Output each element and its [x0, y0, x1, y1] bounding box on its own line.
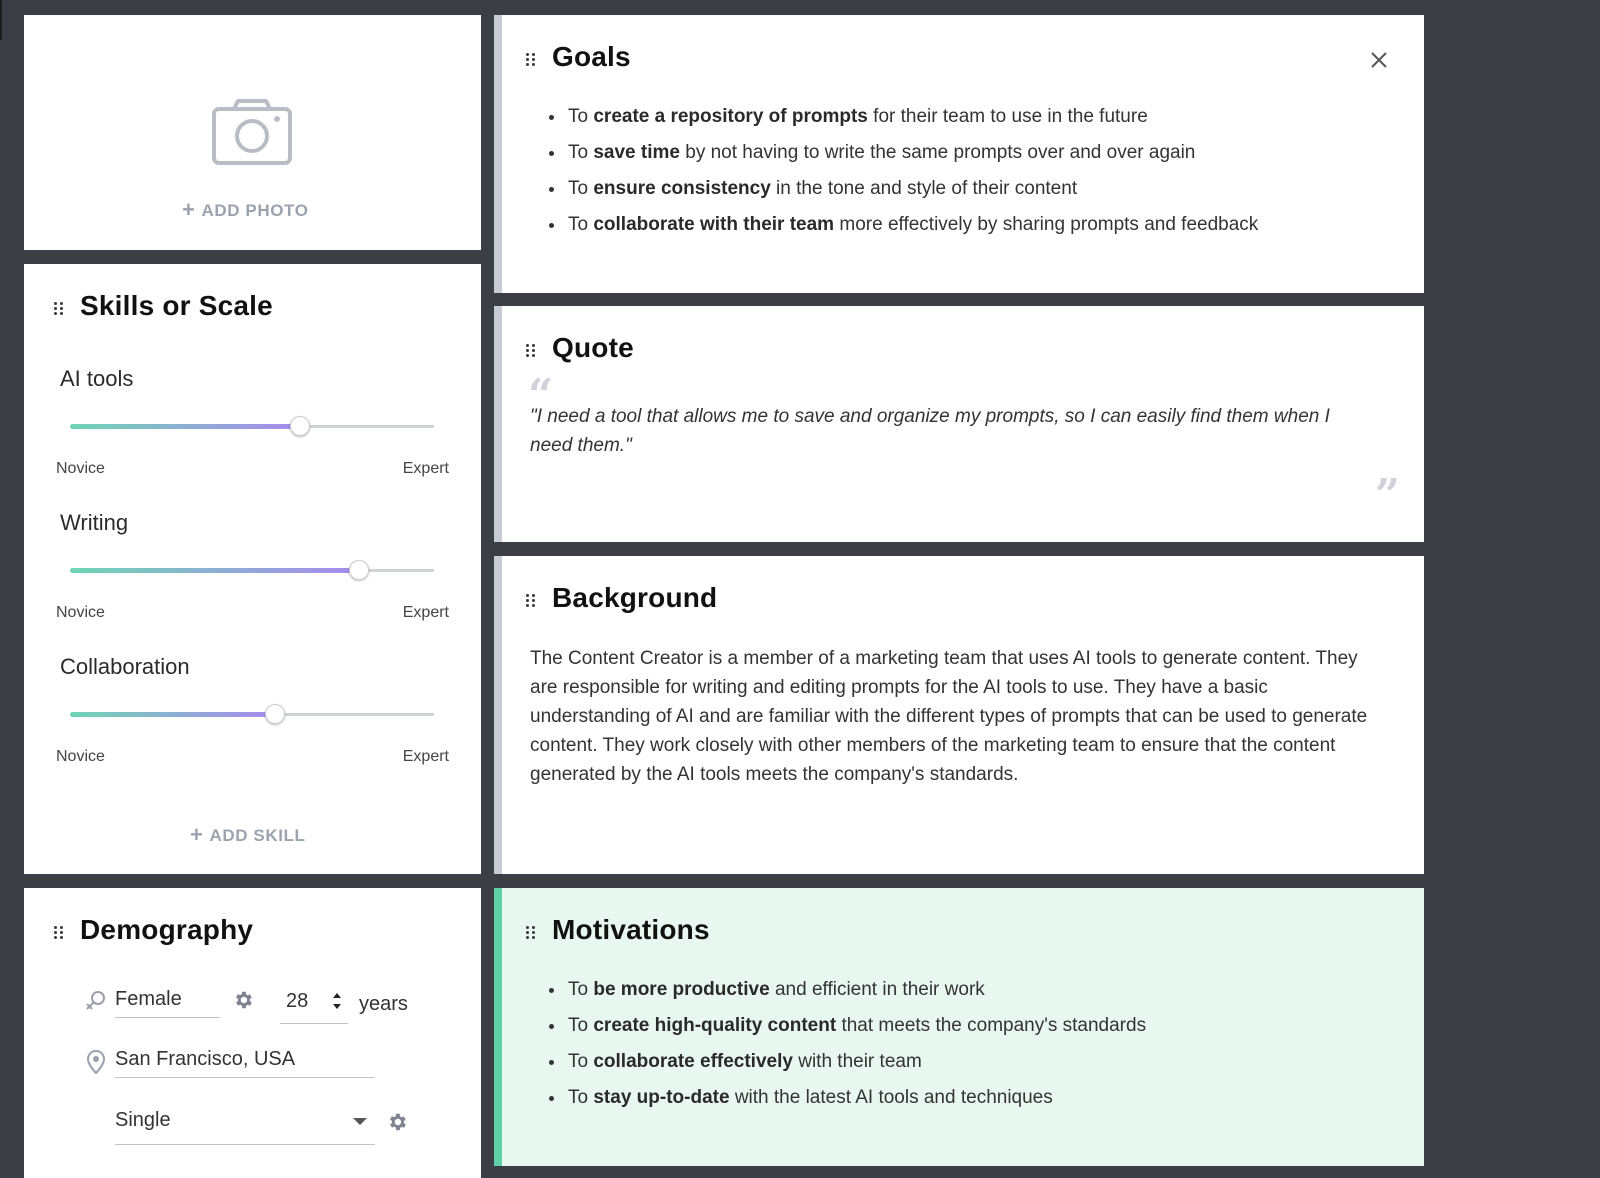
- item-prefix: To: [568, 178, 594, 199]
- list-item: [566, 135, 1258, 171]
- skill-label: Collaboration: [60, 654, 190, 679]
- skill-max-label: Expert: [402, 748, 449, 765]
- quote-text[interactable]: "I need a tool that allows me to save and organize my prompts, so I can easily find them when I need them.": [530, 406, 1330, 456]
- item-prefix: To: [568, 979, 594, 1000]
- drag-handle-icon[interactable]: [526, 594, 536, 608]
- item-suffix: and efficient in their work: [769, 979, 985, 1000]
- item-prefix: To: [568, 106, 594, 127]
- item-prefix: To: [568, 1051, 594, 1072]
- motivations-card: [494, 888, 1424, 1166]
- drag-handle-icon[interactable]: [54, 926, 64, 940]
- skill-slider-fill: [70, 712, 274, 717]
- skill-label: Writing: [60, 510, 129, 535]
- item-emphasis: be more productive: [593, 979, 770, 1000]
- list-item: [566, 1044, 1146, 1080]
- quote-title: Quote: [552, 332, 634, 363]
- list-item: [566, 1008, 1146, 1044]
- relationship-status-value: Single: [115, 1109, 171, 1131]
- camera-icon[interactable]: [212, 99, 292, 165]
- add-skill-label: ADD SKILL: [209, 826, 306, 845]
- skill-slider-track[interactable]: [70, 425, 434, 428]
- window-edge: [0, 0, 2, 40]
- skill-min-label: Novice: [56, 748, 105, 765]
- skill-slider-fill: [70, 568, 358, 573]
- background-text[interactable]: The Content Creator is a member of a marketing team that uses AI tools to generate content. They are responsible for writing and editing prompts for the AI tools to use. They have a basic understanding of AI and are familiar with the different types of prompts that can be used to generate content. They work closely with other members of the marketing team to ensure that the content generated by the AI tools meets the company's standards.: [530, 648, 1368, 785]
- age-value: 28: [286, 990, 309, 1012]
- goals-title: Goals: [552, 41, 631, 72]
- skills-title: Skills or Scale: [80, 290, 273, 321]
- close-quote-icon: ”: [1374, 470, 1400, 521]
- motivations-list: [532, 972, 1146, 1116]
- location-field[interactable]: San Francisco, USA: [115, 1048, 375, 1078]
- motivations-title: Motivations: [552, 914, 710, 945]
- list-item: [566, 171, 1258, 207]
- age-unit-label: years: [359, 993, 408, 1015]
- skill-slider-thumb[interactable]: [265, 704, 285, 724]
- stepper-arrows-icon[interactable]: [332, 990, 342, 1012]
- skill-label: AI tools: [60, 366, 134, 391]
- item-suffix: in the tone and style of their content: [770, 178, 1078, 199]
- goals-card: [494, 15, 1424, 293]
- skill-max-label: Expert: [402, 460, 449, 477]
- goals-list: [532, 99, 1258, 243]
- quote-card: [494, 306, 1424, 542]
- item-emphasis: ensure consistency: [593, 178, 771, 199]
- item-suffix: that meets the company's standards: [836, 1015, 1147, 1036]
- skill-max-label: Expert: [402, 604, 449, 621]
- item-emphasis: create a repository of prompts: [593, 106, 868, 127]
- skill-min-label: Novice: [56, 604, 105, 621]
- photo-card: [24, 15, 481, 250]
- gear-icon[interactable]: [386, 1111, 408, 1133]
- item-emphasis: create high-quality content: [593, 1015, 837, 1036]
- relationship-status-select[interactable]: [115, 1109, 375, 1145]
- drag-handle-icon[interactable]: [526, 344, 536, 358]
- item-prefix: To: [568, 1015, 594, 1036]
- item-suffix: for their team to use in the future: [867, 106, 1148, 127]
- list-item: [566, 207, 1258, 243]
- skill-slider-thumb[interactable]: [349, 560, 369, 580]
- item-suffix: more effectively by sharing prompts and feedback: [834, 214, 1259, 235]
- add-skill-button[interactable]: [190, 822, 306, 848]
- skill-slider-fill: [70, 424, 299, 429]
- gender-field[interactable]: Female: [115, 988, 220, 1018]
- gender-icon: [84, 988, 108, 1012]
- drag-handle-icon[interactable]: [54, 302, 64, 316]
- gear-icon[interactable]: [232, 989, 254, 1011]
- add-photo-button[interactable]: [182, 197, 309, 223]
- skills-card: [24, 264, 481, 874]
- item-suffix: with the latest AI tools and techniques: [729, 1087, 1053, 1108]
- skill-slider-track[interactable]: [70, 713, 434, 716]
- item-emphasis: stay up-to-date: [593, 1087, 730, 1108]
- add-photo-label: ADD PHOTO: [201, 201, 309, 220]
- item-prefix: To: [568, 142, 594, 163]
- list-item: [566, 99, 1258, 135]
- list-item: [566, 972, 1146, 1008]
- drag-handle-icon[interactable]: [526, 926, 536, 940]
- item-prefix: To: [568, 214, 594, 235]
- drag-handle-icon[interactable]: [526, 53, 536, 67]
- demography-card: [24, 888, 481, 1178]
- demography-title: Demography: [80, 914, 254, 945]
- list-item: [566, 1080, 1146, 1116]
- open-quote-icon: “: [528, 370, 554, 421]
- item-suffix: by not having to write the same prompts over and over again: [679, 142, 1196, 163]
- plus-icon: +: [190, 822, 204, 847]
- age-input[interactable]: [280, 990, 348, 1024]
- background-title: Background: [552, 582, 718, 613]
- close-icon[interactable]: [1370, 51, 1388, 69]
- item-emphasis: collaborate with their team: [593, 214, 835, 235]
- skill-min-label: Novice: [56, 460, 105, 477]
- skill-slider-track[interactable]: [70, 569, 434, 572]
- chevron-down-icon: [353, 1118, 367, 1126]
- item-suffix: with their team: [792, 1051, 922, 1072]
- item-emphasis: collaborate effectively: [593, 1051, 793, 1072]
- plus-icon: +: [182, 197, 196, 222]
- item-prefix: To: [568, 1087, 594, 1108]
- location-pin-icon: [86, 1050, 106, 1074]
- skill-slider-thumb[interactable]: [290, 416, 310, 436]
- item-emphasis: save time: [593, 142, 680, 163]
- background-card: [494, 556, 1424, 874]
